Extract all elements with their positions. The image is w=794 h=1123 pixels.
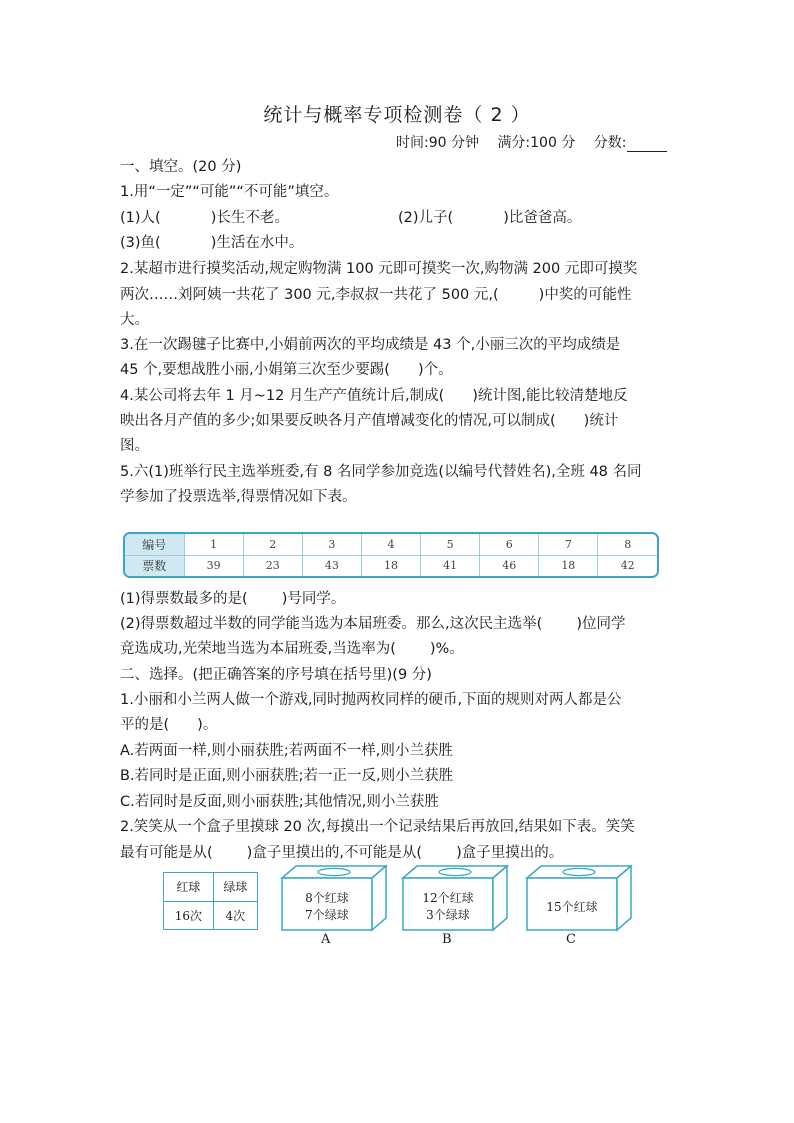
- s2-q2-line2: 最有可能是从( )盒子里摸出的,不可能是从( )盒子里摸出的。: [120, 845, 564, 861]
- box-b-drawing: [401, 864, 511, 932]
- table-cell: 42: [620, 559, 635, 573]
- table-cell: 23: [243, 555, 302, 576]
- section2-heading: 二、选择。(把正确答案的序号填在括号里)(9 分): [120, 667, 432, 683]
- q5-sub2-line1: (2)得票数超过半数的同学能当选为本届班委。那么,这次民主选举( )位同学: [120, 616, 626, 632]
- table-cell: 46: [480, 555, 539, 576]
- box-b-label: B: [442, 932, 452, 947]
- time-limit: 时间:90 分钟: [396, 135, 479, 151]
- table-cell: 7: [539, 534, 598, 555]
- box-a-line2: 7个绿球: [305, 908, 349, 922]
- q1-part2: (2)儿子( )比爸爸高。: [398, 210, 582, 226]
- table-cell: 8: [598, 534, 657, 555]
- table-header-votes: 票数: [125, 555, 184, 576]
- box-c-label: C: [566, 932, 576, 947]
- table-cell: 39: [184, 555, 243, 576]
- option-b: B.若同时是正面,则小丽获胜;若一正一反,则小兰获胜: [120, 768, 454, 784]
- table-cell: 2: [243, 534, 302, 555]
- box-a: [280, 864, 390, 947]
- box-c: [525, 864, 635, 947]
- q2-line2: 两次……刘阿姨一共花了 300 元,李叔叔一共花了 500 元,( )中奖的可能性: [120, 287, 632, 303]
- s2-q2-line1: 2.笑笑从一个盒子里摸球 20 次,每摸出一个记录结果后再放回,结果如下表。笑笑: [120, 819, 635, 835]
- table-cell: 43: [302, 555, 361, 576]
- box-a-drawing: [280, 864, 390, 932]
- table-cell: 18: [361, 555, 420, 576]
- table-row: [164, 901, 258, 930]
- box-a-line1: 8个红球: [305, 891, 349, 905]
- header-red: 红球: [164, 873, 214, 902]
- table-cell: 3: [302, 534, 361, 555]
- vote-table: [123, 532, 659, 578]
- score-label: 分数:: [593, 135, 627, 151]
- table-cell: 4: [361, 534, 420, 555]
- q1-stem: 1.用“一定”“可能”“不可能”填空。: [120, 184, 339, 200]
- q1-part3: (3)鱼( )生活在水中。: [120, 235, 304, 251]
- table-cell: 5: [421, 534, 480, 555]
- s2-q1-line1: 1.小丽和小兰两人做一个游戏,同时抛两枚同样的硬币,下面的规则对两人都是公: [120, 692, 622, 708]
- result-table: [163, 872, 258, 930]
- q2-line3: 大。: [120, 312, 149, 328]
- option-c: C.若同时是反面,则小丽获胜;其他情况,则小兰获胜: [120, 794, 439, 810]
- q5-sub1: (1)得票数最多的是( )号同学。: [120, 591, 346, 607]
- q4-line2: 映出各月产值的多少;如果要反映各月产值增减变化的情况,可以制成( )统计: [120, 413, 619, 429]
- q1-part1: (1)人( )长生不老。: [120, 210, 289, 226]
- count-green: 4次: [213, 901, 257, 930]
- page-title: 统计与概率专项检测卷（ 2 ）: [263, 104, 531, 126]
- q5-line2: 学参加了投票选举,得票情况如下表。: [120, 489, 357, 505]
- box-b: [401, 864, 511, 947]
- table-row: [125, 534, 657, 555]
- header-green: 绿球: [213, 873, 257, 902]
- q2-line1: 2.某超市进行摸奖活动,规定购物满 100 元即可摸奖一次,购物满 200 元即可摸奖: [120, 261, 638, 277]
- option-a: A.若两面一样,则小丽获胜;若两面不一样,则小兰获胜: [120, 743, 453, 759]
- table-cell: 6: [480, 534, 539, 555]
- section1-heading: 一、填空。(20 分): [120, 159, 242, 175]
- exam-meta: [396, 132, 681, 152]
- table-cell: 1: [184, 534, 243, 555]
- q4-line3: 图。: [120, 438, 149, 454]
- box-b-line1: 12个红球: [422, 891, 474, 905]
- q5-sub2-line2: 竞选成功,光荣地当选为本届班委,当选率为( )%。: [120, 641, 464, 657]
- box-b-line2: 3个绿球: [426, 908, 470, 922]
- q3-line2: 45 个,要想战胜小丽,小娟第三次至少要踢( )个。: [120, 362, 453, 378]
- box-c-drawing: [525, 864, 635, 932]
- q5-line1: 5.六(1)班举行民主选举班委,有 8 名同学参加竞选(以编号代替姓名),全班 48 名同: [120, 464, 642, 480]
- box-c-line1: 15个红球: [546, 900, 598, 914]
- s2-q1-line2: 平的是( )。: [120, 717, 218, 733]
- q4-line1: 4.某公司将去年 1 月~12 月生产产值统计后,制成( )统计图,能比较清楚地反: [120, 388, 628, 404]
- table-header-id: 编号: [125, 534, 184, 555]
- full-score: 满分:100 分: [497, 135, 576, 151]
- table-cell: 41: [421, 555, 480, 576]
- table-row: [125, 555, 657, 576]
- score-blank[interactable]: [627, 137, 667, 152]
- q3-line1: 3.在一次踢毽子比赛中,小娟前两次的平均成绩是 43 个,小丽三次的平均成绩是: [120, 337, 621, 353]
- box-a-label: A: [321, 932, 331, 947]
- table-row: [164, 873, 258, 902]
- count-red: 16次: [164, 901, 214, 930]
- table-cell: 18: [539, 555, 598, 576]
